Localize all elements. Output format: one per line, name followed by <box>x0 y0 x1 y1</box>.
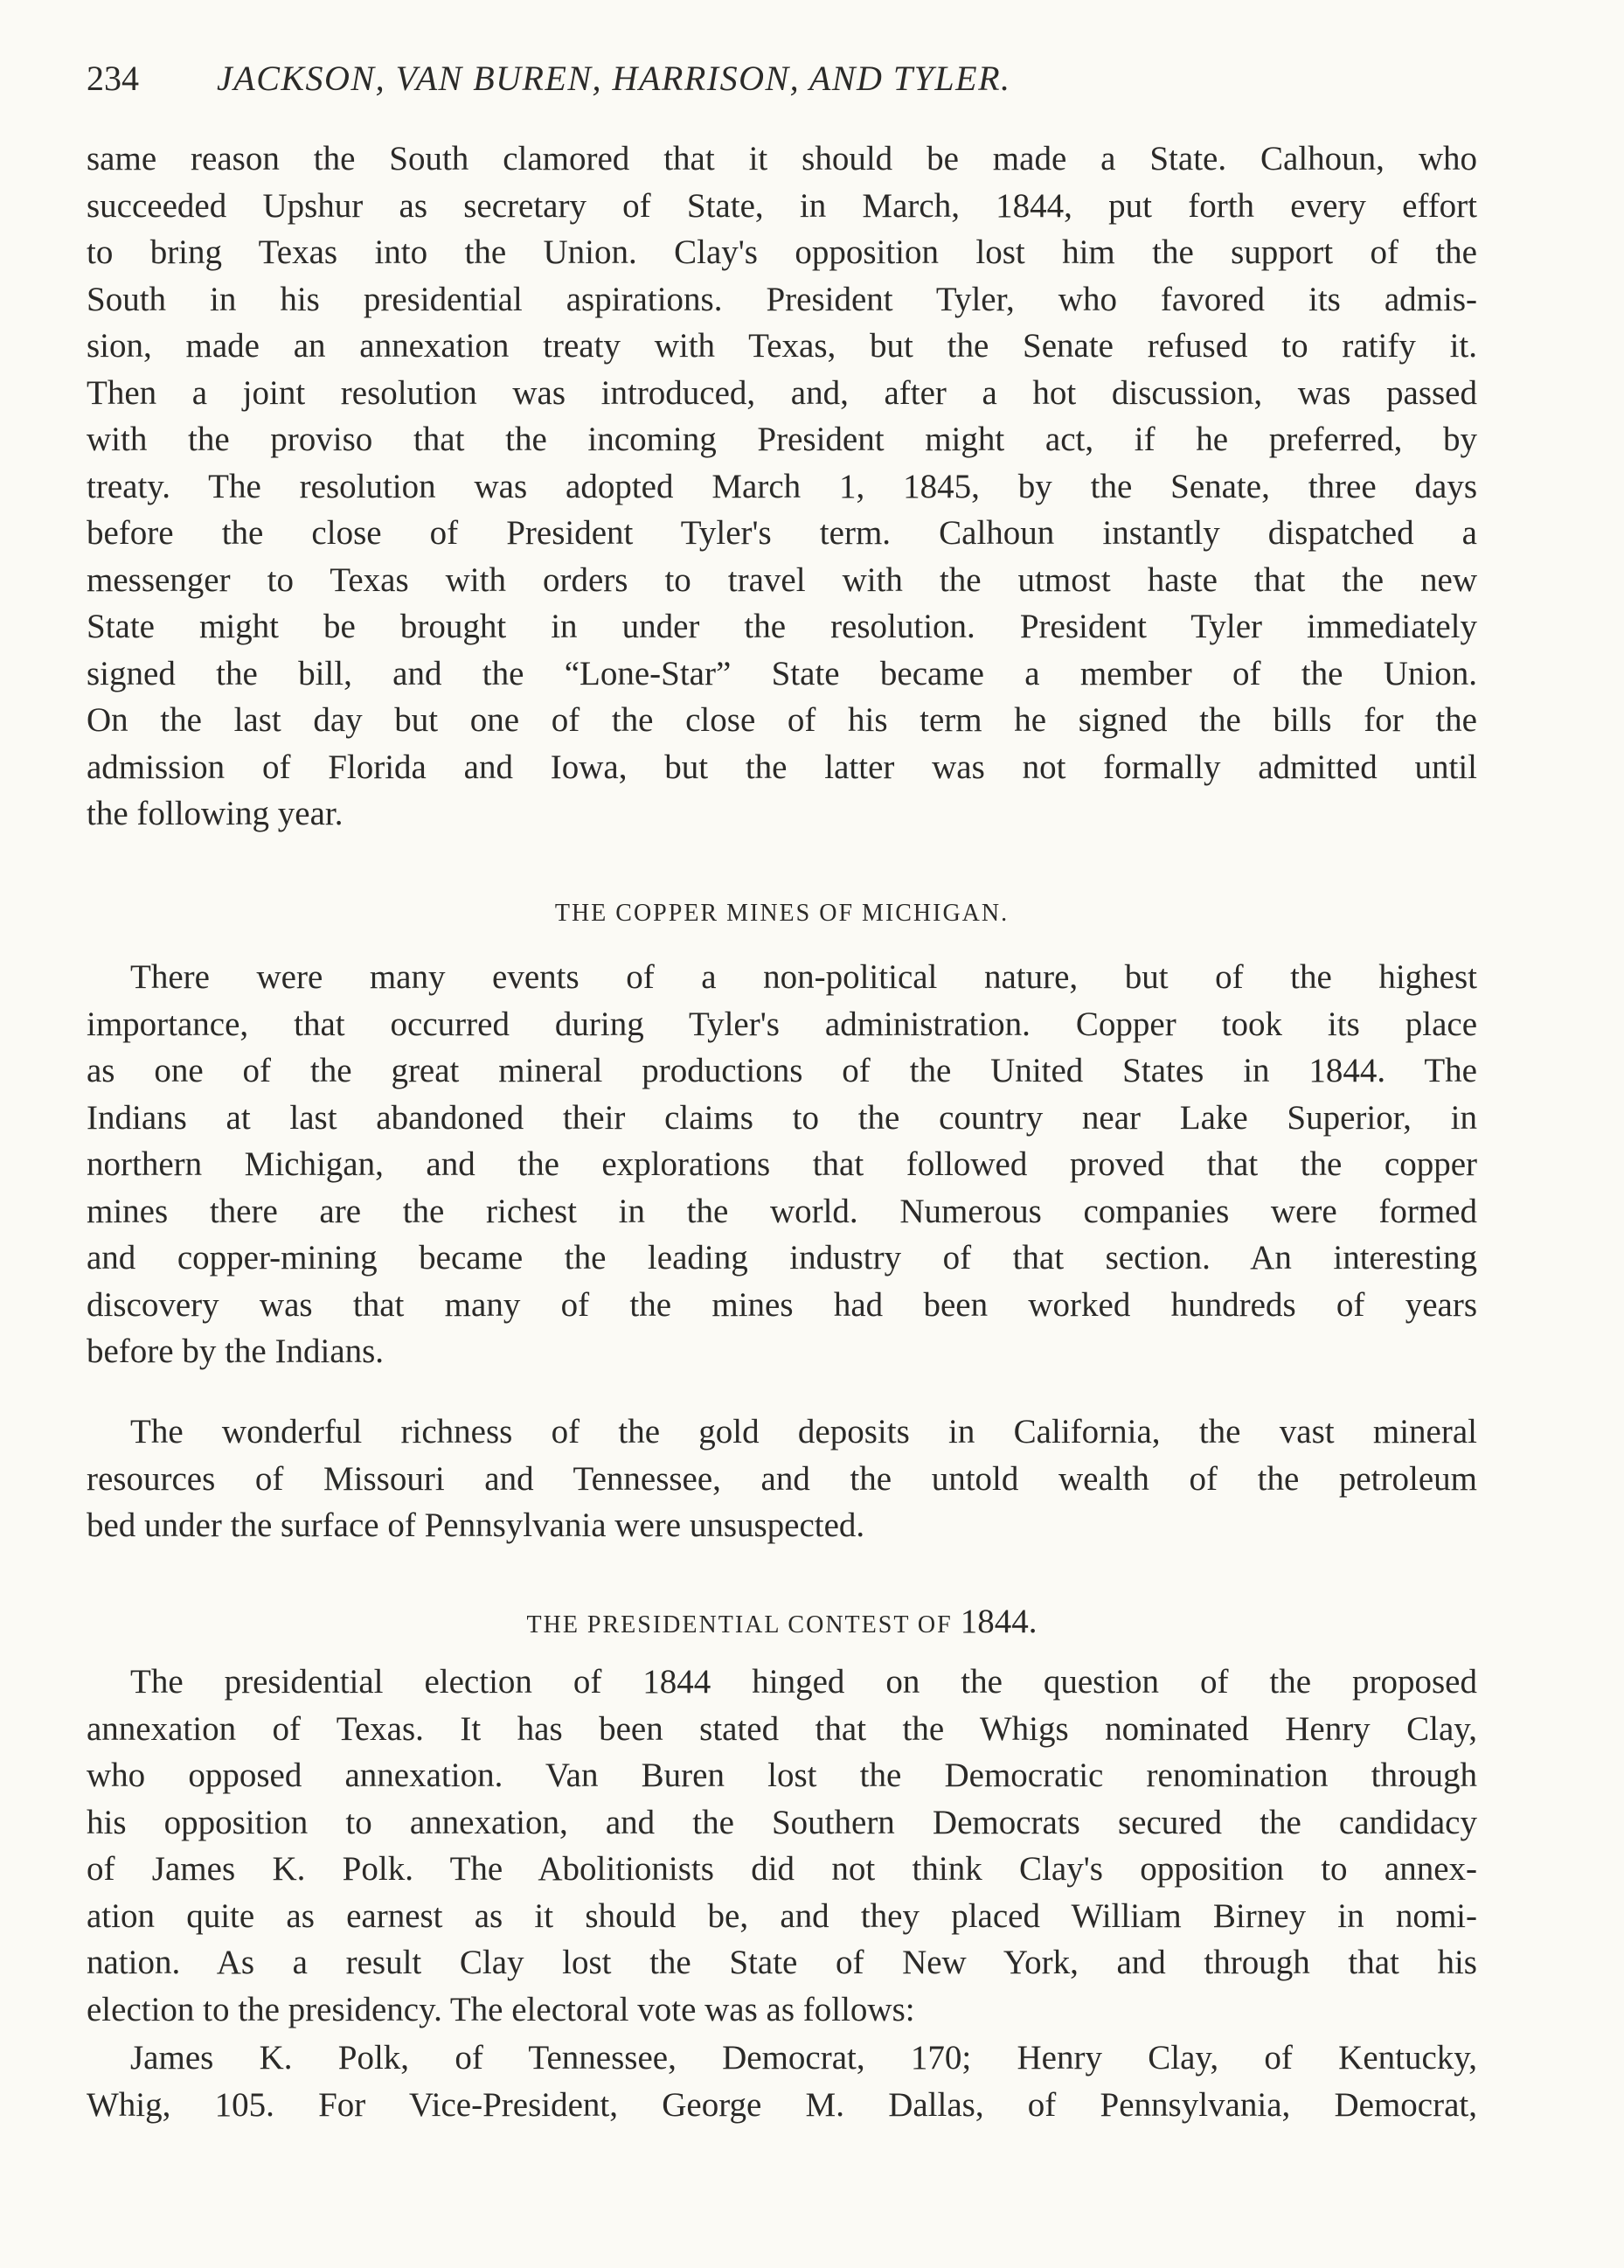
text-line: election to the presidency. The electoral vote was as follows: <box>87 1990 915 2028</box>
section-heading-copper-mines: THE COPPER MINES OF MICHIGAN. <box>554 900 1010 927</box>
text-line: ation quite as earnest as it should be, and they placed William Birney in nomi- <box>87 1896 1477 1935</box>
text-line: Indians at last abandoned their claims to the country near Lake Superior, in <box>87 1098 1477 1137</box>
text-line: There were many events of a non-political nature, but of the highest <box>130 958 1477 996</box>
paragraph <box>87 136 1477 838</box>
text-line: Whig, 105. For Vice-President, George M. Dallas, of Pennsylvania, Democrat, <box>87 2085 1477 2124</box>
text-line: with the proviso that the incoming President might act, if he preferred, by <box>87 421 1477 458</box>
text-line: who opposed annexation. Van Buren lost the Democratic renomination through <box>87 1757 1477 1794</box>
text-line: succeeded Upshur as secretary of State, in March, 1844, put forth every effort <box>87 186 1477 225</box>
text-line: admission of Florida and Iowa, but the latter was not formally admitted until <box>87 748 1477 786</box>
text-line: The wonderful richness of the gold deposits in California, the vast mineral <box>130 1413 1477 1451</box>
text-line: same reason the South clamored that it should be made a State. Calhoun, who <box>87 140 1477 177</box>
running-title: JACKSON, VAN BUREN, HARRISON, AND TYLER. <box>217 59 1011 98</box>
text-line: mines there are the richest in the world. Numerous companies were formed <box>87 1192 1477 1230</box>
text-line: bed under the surface of Pennsylvania were unsuspected. <box>87 1506 865 1544</box>
text-line: State might be brought in under the resolution. President Tyler immediately <box>87 608 1477 645</box>
text-line: sion, made an annexation treaty with Texas, but the Senate refused to ratify it. <box>87 327 1477 365</box>
paragraph <box>87 954 1477 1375</box>
section-heading-presidential-contest <box>87 1600 1477 1647</box>
heading-text: THE PRESIDENTIAL CONTEST OF <box>526 1611 953 1638</box>
text-line: On the last day but one of the close of his term he signed the bills for the <box>87 701 1477 739</box>
text-line: Then a joint resolution was introduced, and, after a hot discussion, was passed <box>87 373 1477 412</box>
heading-year: 1844. <box>960 1603 1038 1640</box>
paragraph <box>87 1409 1477 1549</box>
text-line: to bring Texas into the Union. Clay's opposition lost him the support of the <box>87 233 1477 271</box>
text-line: discovery was that many of the mines had been worked hundreds of years <box>87 1285 1477 1324</box>
text-line: as one of the great mineral productions of the United States in 1844. The <box>87 1052 1477 1089</box>
text-line: northern Michigan, and the explorations that followed proved that the copper <box>87 1145 1477 1183</box>
page-number: 234 <box>87 59 139 98</box>
text-line: of James K. Polk. The Abolitionists did not think Clay's opposition to annex- <box>87 1850 1477 1888</box>
text-line: the following year. <box>87 795 344 832</box>
text-line: importance, that occurred during Tyler's administration. Copper took its place <box>87 1005 1477 1043</box>
text-line: South in his presidential aspirations. President Tyler, who favored its admis- <box>87 280 1477 318</box>
text-line: before the close of President Tyler's term. Calhoun instantly dispatched a <box>87 514 1477 552</box>
text-line: signed the bill, and the “Lone-Star” State became a member of the Union. <box>87 654 1477 692</box>
text-line: and copper-mining became the leading industry of that section. An interesting <box>87 1239 1477 1277</box>
text-line: James K. Polk, of Tennessee, Democrat, 170; Henry Clay, of Kentucky, <box>130 2039 1477 2077</box>
text-line: messenger to Texas with orders to travel with the utmost haste that the new <box>87 560 1477 599</box>
text-line: annexation of Texas. It has been stated that the Whigs nominated Henry Clay, <box>87 1709 1477 1748</box>
paragraph <box>87 1659 1477 2033</box>
text-line: The presidential election of 1844 hinged on the question of the proposed <box>130 1663 1477 1701</box>
text-line: before by the Indians. <box>87 1332 385 1370</box>
text-line: his opposition to annexation, and the Southern Democrats secured the candidacy <box>87 1803 1477 1841</box>
paragraph <box>87 2035 1477 2128</box>
text-line: nation. As a result Clay lost the State of New York, and through that his <box>87 1944 1477 1981</box>
text-line: resources of Missouri and Tennessee, and the untold wealth of the petroleum <box>87 1459 1477 1498</box>
text-line: treaty. The resolution was adopted March 1, 1845, by the Senate, three days <box>87 467 1477 505</box>
